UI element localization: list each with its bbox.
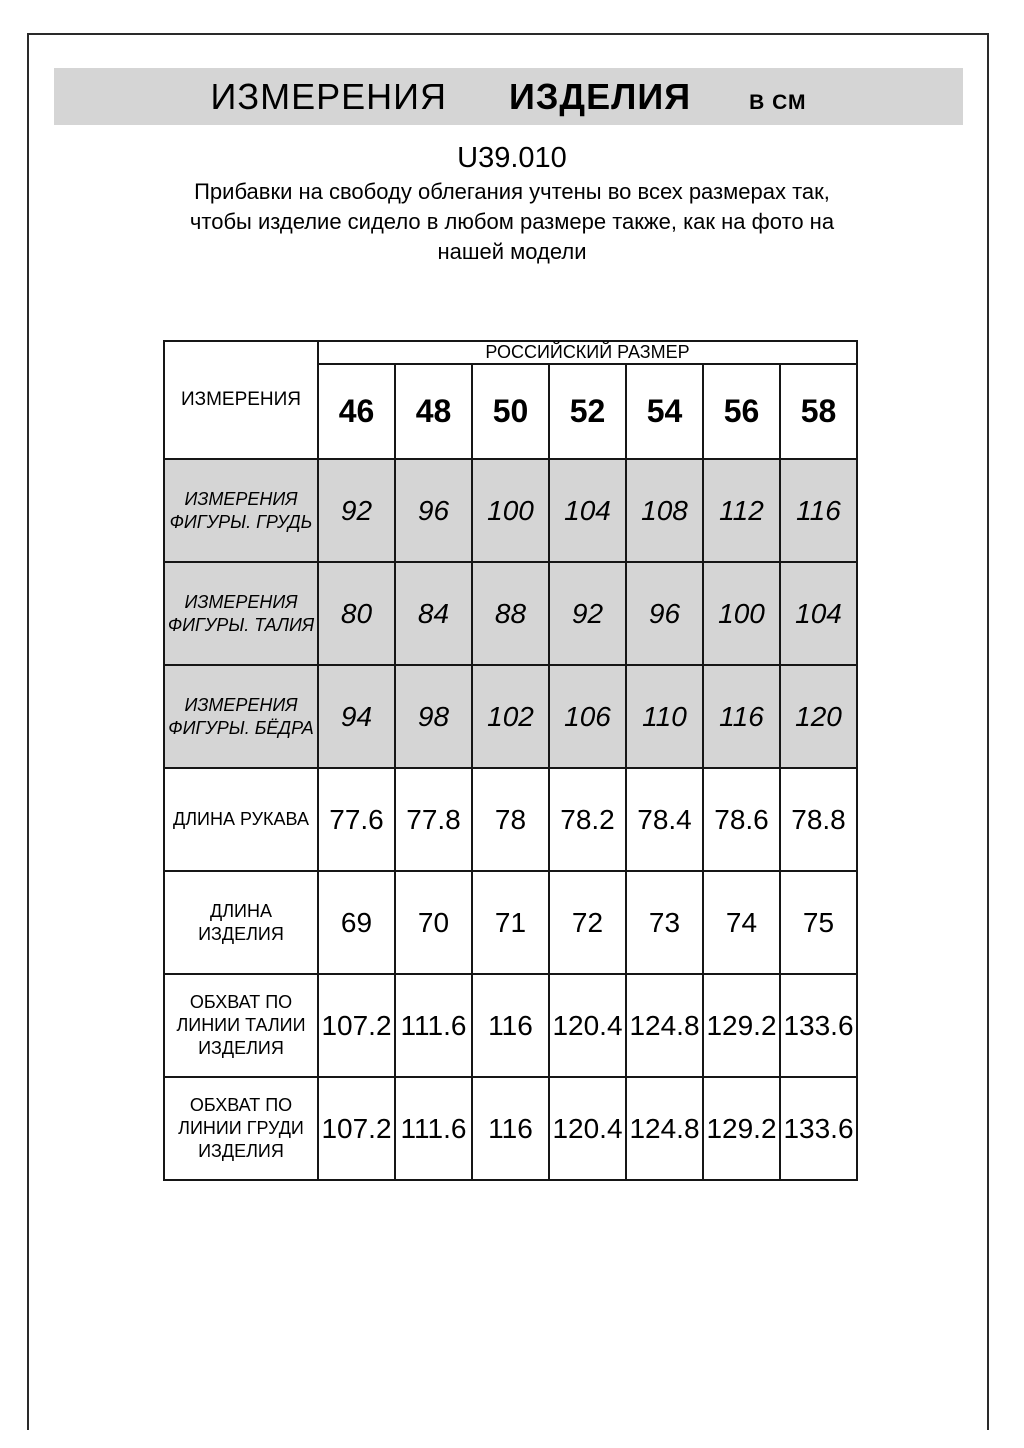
- cell-figure-waist-size-52: 92: [549, 562, 626, 665]
- fit-note: [0, 177, 1024, 267]
- cell-figure-waist-size-50: 88: [472, 562, 549, 665]
- size-header-58: 58: [780, 364, 857, 459]
- cell-figure-hips-size-46: 94: [318, 665, 395, 768]
- size-table: [163, 340, 858, 1181]
- cell-figure-hips-size-52: 106: [549, 665, 626, 768]
- table-row-waist-girth: [164, 974, 857, 1077]
- fit-note-line-1: Прибавки на свободу облегания учтены во всех размерах так,: [194, 179, 830, 204]
- size-header-50: 50: [472, 364, 549, 459]
- cell-chest-girth-size-50: 116: [472, 1077, 549, 1180]
- row-label-figure-hips: [164, 665, 318, 768]
- row-label-chest-girth-line-1: ОБХВАТ ПО: [189, 1095, 293, 1115]
- title-band: [54, 68, 963, 125]
- cell-figure-waist-size-56: 100: [703, 562, 780, 665]
- cell-item-length-size-48: 70: [395, 871, 472, 974]
- cell-figure-hips-size-54: 110: [626, 665, 703, 768]
- cell-waist-girth-size-46: 107.2: [318, 974, 395, 1077]
- group-header-row: [164, 341, 857, 364]
- group-header-label: РОССИЙСКИЙ РАЗМЕР: [318, 341, 857, 364]
- row-label-chest-girth-line-2: ЛИНИИ ГРУДИ: [178, 1118, 304, 1138]
- row-label-figure-chest: [164, 459, 318, 562]
- size-table-body: [164, 341, 857, 1180]
- cell-figure-hips-size-58: 120: [780, 665, 857, 768]
- page-title-unit: В СМ: [749, 91, 807, 114]
- cell-chest-girth-size-52: 120.4: [549, 1077, 626, 1180]
- cell-waist-girth-size-56: 129.2: [703, 974, 780, 1077]
- row-label-figure-chest-line-1: ИЗМЕРЕНИЯ: [184, 488, 298, 509]
- cell-chest-girth-size-54: 124.8: [626, 1077, 703, 1180]
- cell-figure-chest-size-52: 104: [549, 459, 626, 562]
- cell-figure-chest-size-50: 100: [472, 459, 549, 562]
- page-title-word-1: ИЗМЕРЕНИЯ: [210, 76, 447, 117]
- cell-item-length-size-46: 69: [318, 871, 395, 974]
- cell-sleeve-length-size-46: 77.6: [318, 768, 395, 871]
- cell-waist-girth-size-52: 120.4: [549, 974, 626, 1077]
- cell-figure-hips-size-56: 116: [703, 665, 780, 768]
- fit-note-line-2: чтобы изделие сидело в любом размере также, как на фото на: [189, 209, 835, 234]
- cell-figure-chest-size-48: 96: [395, 459, 472, 562]
- cell-figure-waist-size-46: 80: [318, 562, 395, 665]
- cell-sleeve-length-size-52: 78.2: [549, 768, 626, 871]
- row-label-sleeve-length: [164, 768, 318, 871]
- cell-sleeve-length-size-54: 78.4: [626, 768, 703, 871]
- row-label-chest-girth: [164, 1077, 318, 1180]
- row-label-figure-waist-line-1: ИЗМЕРЕНИЯ: [184, 591, 298, 612]
- cell-waist-girth-size-50: 116: [472, 974, 549, 1077]
- size-header-54: 54: [626, 364, 703, 459]
- table-row-figure-chest: [164, 459, 857, 562]
- cell-sleeve-length-size-50: 78: [472, 768, 549, 871]
- row-label-figure-chest-line-2: ФИГУРЫ. ГРУДЬ: [169, 511, 313, 532]
- corner-label: ИЗМЕРЕНИЯ: [164, 341, 318, 459]
- cell-figure-waist-size-58: 104: [780, 562, 857, 665]
- cell-waist-girth-size-48: 111.6: [395, 974, 472, 1077]
- table-row-chest-girth: [164, 1077, 857, 1180]
- row-label-sleeve-length-line-1: ДЛИНА РУКАВА: [173, 809, 309, 829]
- cell-sleeve-length-size-58: 78.8: [780, 768, 857, 871]
- row-label-figure-waist: [164, 562, 318, 665]
- cell-chest-girth-size-46: 107.2: [318, 1077, 395, 1180]
- table-row-figure-waist: [164, 562, 857, 665]
- cell-chest-girth-size-48: 111.6: [395, 1077, 472, 1180]
- table-row-figure-hips: [164, 665, 857, 768]
- size-header-52: 52: [549, 364, 626, 459]
- cell-item-length-size-52: 72: [549, 871, 626, 974]
- cell-item-length-size-58: 75: [780, 871, 857, 974]
- cell-figure-waist-size-54: 96: [626, 562, 703, 665]
- row-label-item-length: [164, 871, 318, 974]
- row-label-waist-girth-line-2: ЛИНИИ ТАЛИИ: [176, 1015, 306, 1035]
- cell-item-length-size-50: 71: [472, 871, 549, 974]
- cell-item-length-size-56: 74: [703, 871, 780, 974]
- cell-figure-chest-size-54: 108: [626, 459, 703, 562]
- table-row-item-length: [164, 871, 857, 974]
- row-label-figure-hips-line-2: ФИГУРЫ. БЁДРА: [168, 717, 314, 738]
- fit-note-line-3: нашей модели: [437, 239, 587, 264]
- cell-figure-waist-size-48: 84: [395, 562, 472, 665]
- cell-figure-hips-size-50: 102: [472, 665, 549, 768]
- cell-sleeve-length-size-56: 78.6: [703, 768, 780, 871]
- row-label-figure-waist-line-2: ФИГУРЫ. ТАЛИЯ: [167, 614, 315, 635]
- cell-chest-girth-size-56: 129.2: [703, 1077, 780, 1180]
- cell-figure-hips-size-48: 98: [395, 665, 472, 768]
- row-label-waist-girth-line-3: ИЗДЕЛИЯ: [198, 1038, 284, 1058]
- size-header-48: 48: [395, 364, 472, 459]
- row-label-waist-girth: [164, 974, 318, 1077]
- cell-item-length-size-54: 73: [626, 871, 703, 974]
- cell-figure-chest-size-56: 112: [703, 459, 780, 562]
- size-header-46: 46: [318, 364, 395, 459]
- table-row-sleeve-length: [164, 768, 857, 871]
- row-label-figure-hips-line-1: ИЗМЕРЕНИЯ: [184, 694, 298, 715]
- cell-chest-girth-size-58: 133.6: [780, 1077, 857, 1180]
- article-code: U39.010: [457, 142, 567, 174]
- row-label-chest-girth-line-3: ИЗДЕЛИЯ: [198, 1141, 284, 1161]
- cell-figure-chest-size-58: 116: [780, 459, 857, 562]
- row-label-item-length-line-1: ДЛИНА ИЗДЕЛИЯ: [198, 900, 284, 944]
- page-title-word-2: ИЗДЕЛИЯ: [509, 76, 692, 117]
- row-label-waist-girth-line-1: ОБХВАТ ПО: [189, 992, 293, 1012]
- size-header-56: 56: [703, 364, 780, 459]
- cell-sleeve-length-size-48: 77.8: [395, 768, 472, 871]
- cell-figure-chest-size-46: 92: [318, 459, 395, 562]
- cell-waist-girth-size-58: 133.6: [780, 974, 857, 1077]
- cell-waist-girth-size-54: 124.8: [626, 974, 703, 1077]
